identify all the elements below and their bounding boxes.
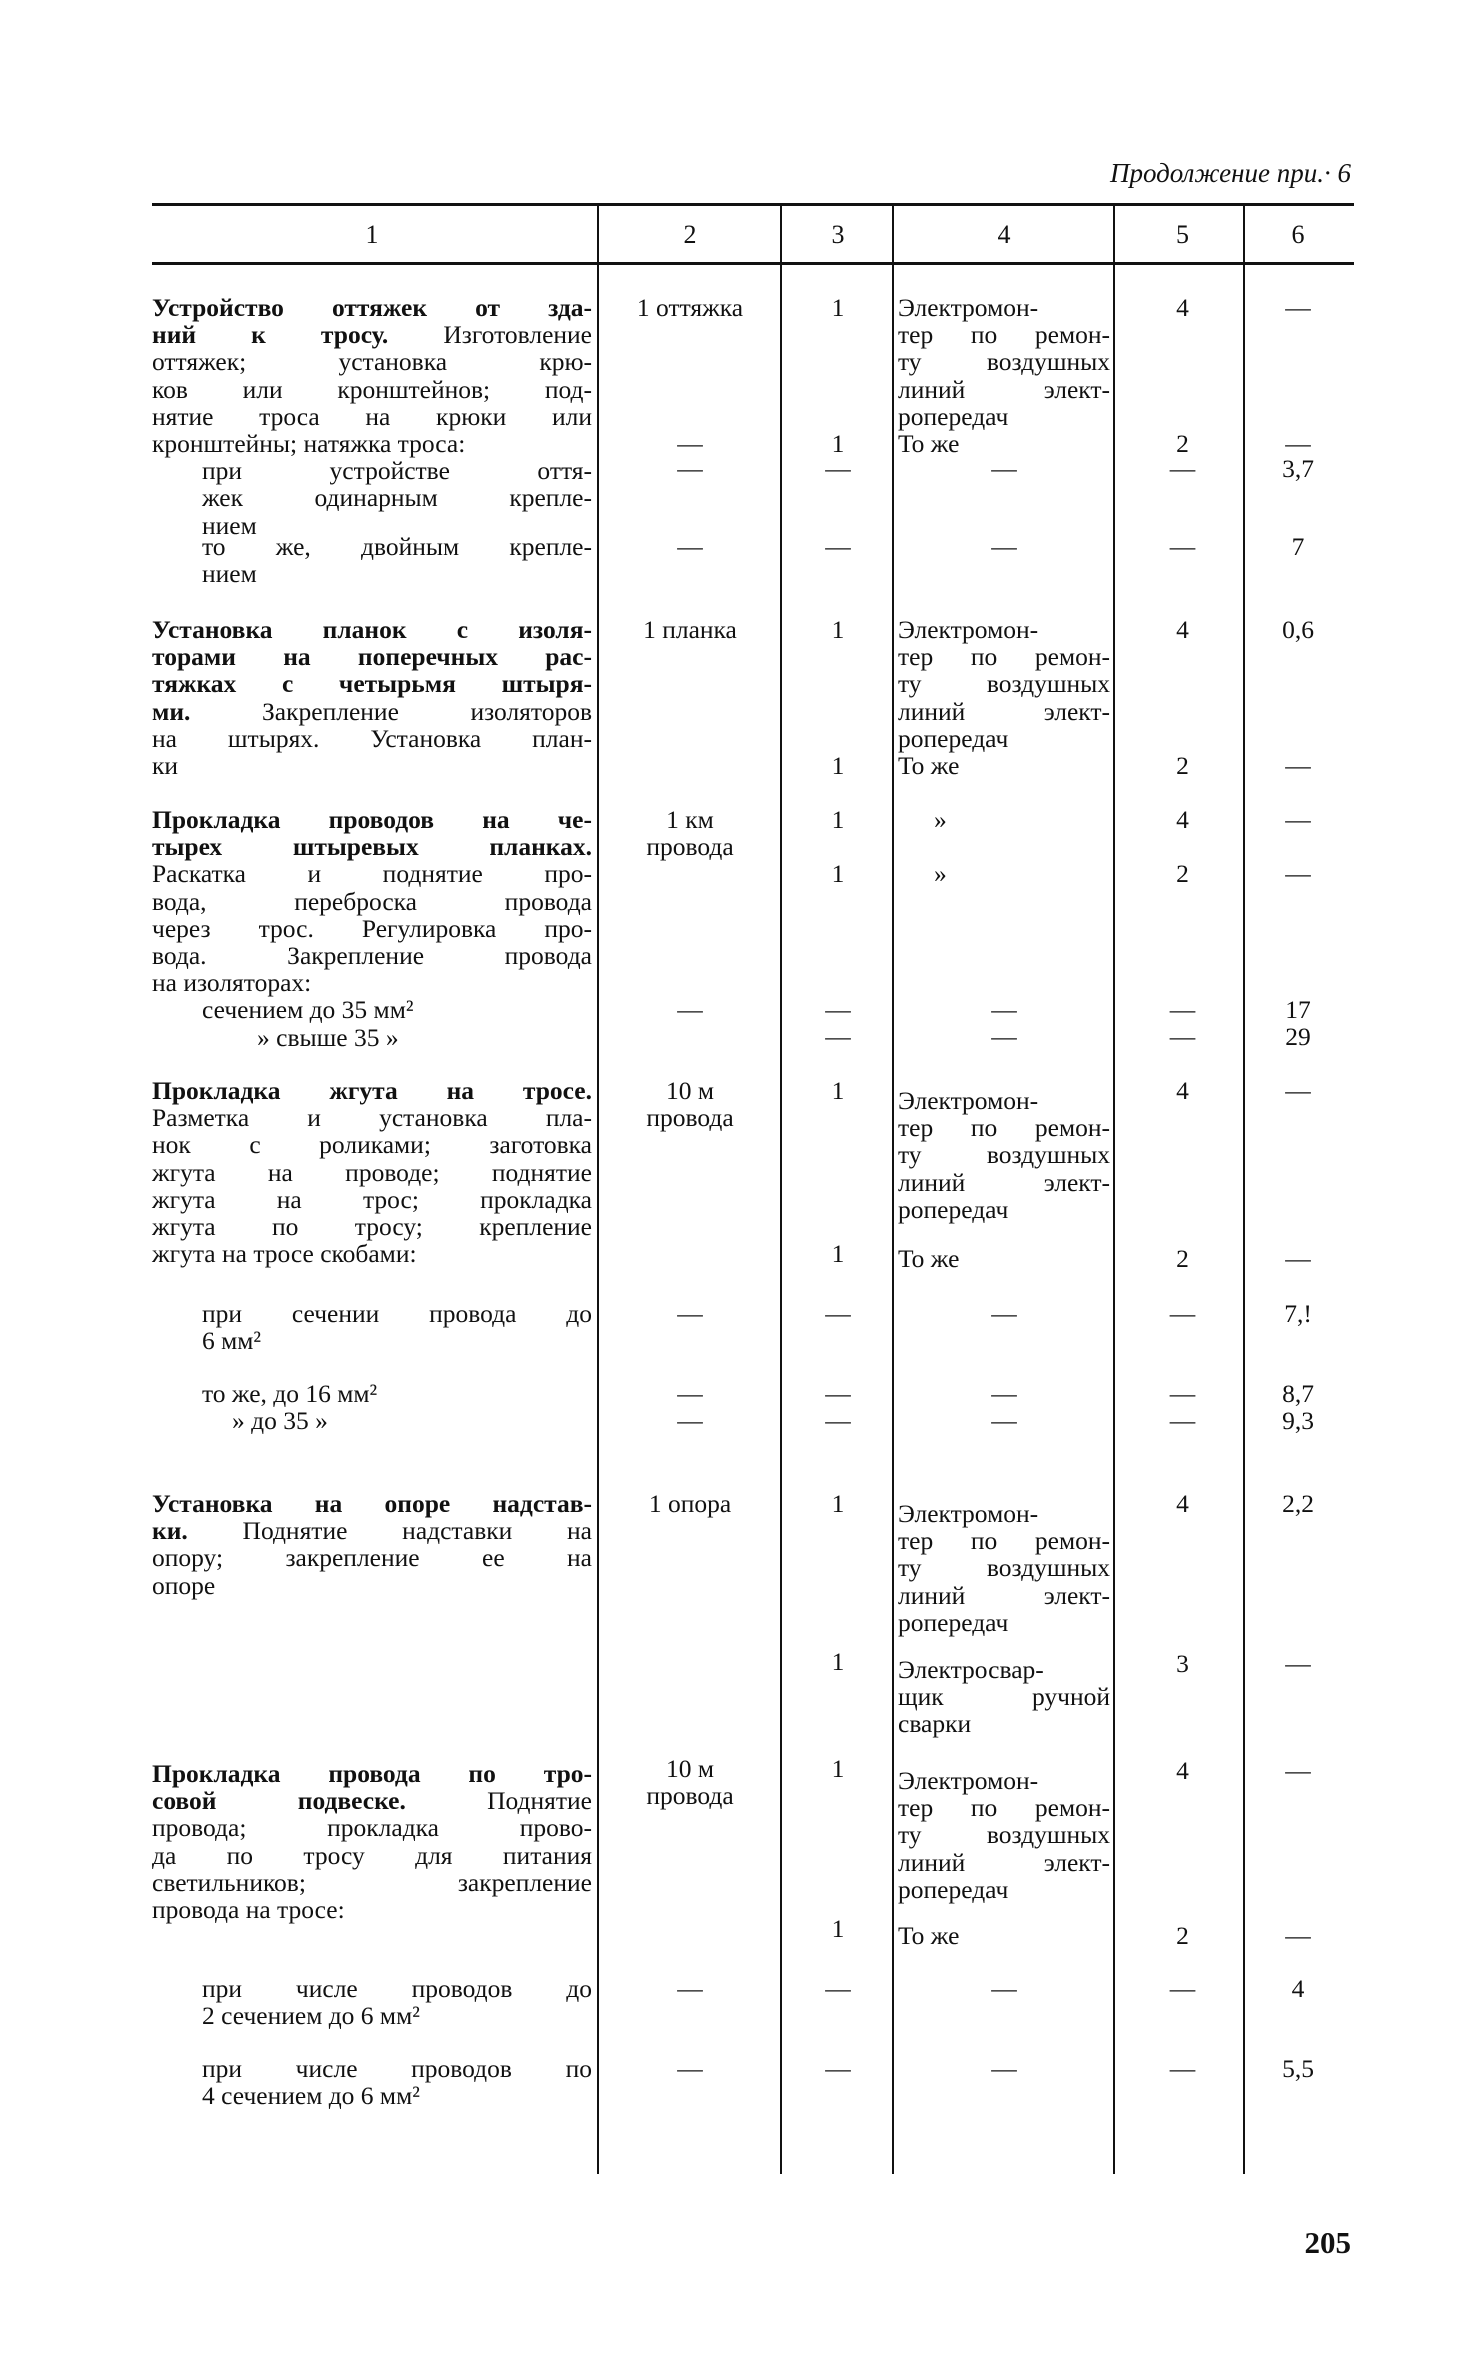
work-description: при числе проводов по 4 сечением до 6 мм² (202, 2054, 592, 2111)
column-header: 4 (997, 220, 1011, 249)
column-header: 5 (1176, 220, 1189, 249)
grade: 3 (1176, 1649, 1189, 1678)
time-norm: 17 (1285, 995, 1311, 1024)
unit-of-measure: 1 км провода (646, 805, 734, 862)
grade: — (1169, 2054, 1196, 2083)
work-description: Прокладка проводов на че- тырех штыревых планках. Раскатка и поднятие про- вода, переброска провода через трос. Регулировка про- вода. Закрепление провода на изоляторах: сечением до 35 мм² » свыше 35 » (152, 805, 592, 1052)
time-norm: 9,3 (1282, 1406, 1314, 1435)
grade: — (1169, 532, 1196, 561)
time-norm: 3,7 (1282, 454, 1314, 483)
column-divider (597, 206, 599, 2174)
worker-count: — (825, 2054, 851, 2083)
profession: — (991, 1379, 1017, 1408)
time-norm: 7 (1291, 532, 1305, 561)
profession: — (991, 1299, 1017, 1328)
work-description: Устройство оттяжек от зда- ний к тросу. Изготовление оттяжек; установка крю- ков или кронштейнов; под- нятие троса на крюки или кронштейны; натяжка троса: при устройстве оття- жек одинарным крепле- нием (152, 293, 593, 540)
profession: Электромон- тер по ремон- ту воздушных линий элект- ропередач (898, 293, 1110, 431)
grade: — (1169, 1379, 1196, 1408)
unit-of-measure: 10 м провода (646, 1076, 734, 1133)
profession: — (991, 1406, 1017, 1435)
worker-count: 1 (831, 615, 845, 644)
worker-count: 1 (831, 1914, 845, 1943)
work-description: Установка планок с изоля- торами на поперечных рас- тяжках с четырьмя штыря- ми. Закрепление изоляторов на штырях. Установка план- ки (152, 615, 593, 781)
unit-of-measure: — (677, 1379, 703, 1408)
profession: » (934, 859, 947, 888)
continuation-header: Продолжение при.· 6 (1109, 158, 1351, 188)
profession: Электромон- тер по ремон- ту воздушных линий элект- ропередач (898, 1086, 1110, 1224)
profession: Электросвар- щик ручной сварки (898, 1655, 1110, 1739)
unit-of-measure: — (677, 429, 703, 458)
worker-count: — (825, 1974, 851, 2003)
unit-of-measure: 1 планка (643, 615, 737, 644)
grade: — (1169, 454, 1196, 483)
time-norm: — (1285, 1076, 1311, 1105)
profession: — (991, 995, 1017, 1024)
column-header: 3 (831, 220, 845, 249)
grade: 2 (1176, 859, 1189, 888)
work-description: Прокладка провода по тро- совой подвеске. Поднятие провода; прокладка прово- да по тросу для питания светильников; закрепление провода на тросе: (152, 1759, 592, 1925)
table-top-rule (152, 203, 1354, 206)
worker-count: — (825, 1299, 851, 1328)
worker-count: — (825, 1022, 851, 1051)
worker-count: 1 (831, 1489, 845, 1518)
grade: 4 (1176, 805, 1189, 834)
unit-of-measure: — (677, 2054, 703, 2083)
unit-of-measure: — (677, 1974, 703, 2003)
grade: 2 (1176, 429, 1189, 458)
time-norm: — (1285, 1649, 1311, 1678)
work-description: то же, до 16 мм² » до 35 » (202, 1379, 378, 1436)
profession: Электромон- тер по ремон- ту воздушных линий элект- ропередач (898, 1499, 1110, 1637)
time-norm: — (1285, 293, 1311, 322)
worker-count: 1 (831, 1647, 845, 1676)
time-norm: 29 (1285, 1022, 1311, 1051)
time-norm: 8,7 (1282, 1379, 1314, 1408)
column-divider (1243, 206, 1245, 2174)
grade: — (1169, 1406, 1196, 1435)
worker-count: — (825, 1379, 851, 1408)
grade: — (1169, 1974, 1196, 2003)
grade: 4 (1176, 1489, 1189, 1518)
column-header: 6 (1291, 220, 1305, 249)
time-norm: — (1285, 1921, 1311, 1950)
time-norm: — (1285, 805, 1311, 834)
worker-count: 1 (831, 1239, 845, 1268)
time-norm: — (1285, 859, 1311, 888)
grade: 2 (1176, 751, 1189, 780)
profession: Электромон- тер по ремон- ту воздушных линий элект- ропередач (898, 1766, 1110, 1904)
column-header: 2 (683, 220, 697, 249)
time-norm: 0,6 (1282, 615, 1314, 644)
profession: То же (898, 1244, 960, 1273)
unit-of-measure: 1 оттяжка (636, 293, 744, 322)
worker-count: 1 (831, 805, 845, 834)
worker-count: — (825, 1406, 851, 1435)
grade: 4 (1176, 293, 1189, 322)
profession: То же (898, 751, 960, 780)
worker-count: 1 (831, 1076, 845, 1105)
unit-of-measure: — (677, 454, 703, 483)
page-number: 205 (1304, 2225, 1351, 2260)
profession: Электромон- тер по ремон- ту воздушных линий элект- ропередач (898, 615, 1110, 753)
unit-of-measure: — (677, 532, 703, 561)
unit-of-measure: — (677, 1299, 703, 1328)
work-description: то же, двойным крепле- нием (202, 532, 592, 589)
unit-of-measure: 1 опора (648, 1489, 732, 1518)
grade: — (1169, 1022, 1196, 1051)
worker-count: 1 (831, 1754, 845, 1783)
profession: — (991, 532, 1017, 561)
time-norm: 5,5 (1282, 2054, 1314, 2083)
profession: » (934, 805, 947, 834)
grade: 4 (1176, 1756, 1189, 1785)
profession: То же (898, 1921, 960, 1950)
grade: 4 (1176, 615, 1189, 644)
column-header: 1 (365, 220, 379, 249)
time-norm: — (1285, 1756, 1311, 1785)
unit-of-measure: — (677, 1406, 703, 1435)
column-divider (892, 206, 894, 2174)
time-norm: 4 (1291, 1974, 1305, 2003)
work-description: при сечении провода до 6 мм² (202, 1299, 592, 1356)
work-description: Прокладка жгута на тросе. Разметка и установка пла- нок с роликами; заготовка жгута на проводе; поднятие жгута на трос; прокладка жгута по тросу; крепление жгута на тросе скобами: (152, 1076, 592, 1269)
work-description: при числе проводов до 2 сечением до 6 мм² (202, 1974, 592, 2031)
profession: — (991, 454, 1017, 483)
profession: — (991, 2054, 1017, 2083)
worker-count: 1 (831, 293, 845, 322)
time-norm: 2,2 (1282, 1489, 1314, 1518)
time-norm: — (1285, 1244, 1311, 1273)
grade: — (1169, 995, 1196, 1024)
worker-count: — (825, 454, 851, 483)
time-norm: — (1285, 751, 1311, 780)
worker-count: — (825, 995, 851, 1024)
column-divider (1113, 206, 1115, 2174)
unit-of-measure: — (677, 995, 703, 1024)
grade: 2 (1176, 1921, 1189, 1950)
time-norm: — (1285, 429, 1311, 458)
grade: 2 (1176, 1244, 1189, 1273)
time-norm: 7,! (1284, 1299, 1312, 1328)
unit-of-measure: 10 м провода (646, 1754, 734, 1811)
worker-count: 1 (831, 429, 845, 458)
grade: — (1169, 1299, 1196, 1328)
worker-count: 1 (831, 859, 845, 888)
column-divider (780, 206, 782, 2174)
worker-count: 1 (831, 751, 845, 780)
worker-count: — (825, 532, 851, 561)
grade: 4 (1176, 1076, 1189, 1105)
profession: — (991, 1022, 1017, 1051)
header-bottom-rule (152, 262, 1354, 265)
profession: — (991, 1974, 1017, 2003)
work-description: Установка на опоре надстав- ки. Поднятие надставки на опору; закрепление ее на опоре (152, 1489, 593, 1600)
profession: То же (898, 429, 960, 458)
